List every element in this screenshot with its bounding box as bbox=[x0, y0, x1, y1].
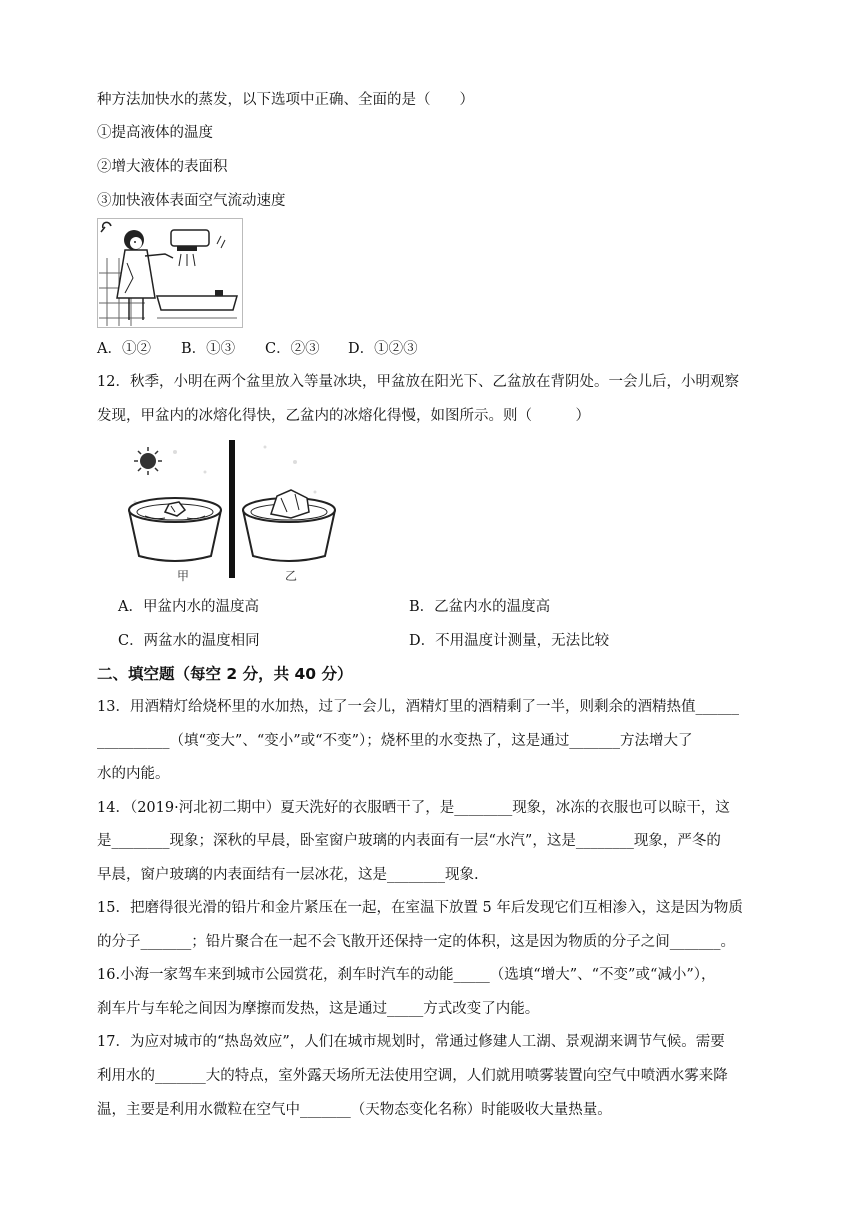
q11-item-1: ①提高液体的温度 bbox=[97, 125, 213, 141]
label-yi: 乙 bbox=[285, 569, 298, 583]
section-2-heading: 二、填空题（每空 2 分，共 40 分） bbox=[97, 665, 353, 683]
q11-option-b: B．①③ bbox=[181, 341, 236, 357]
q11-item-3: ③加快液体表面空气流动速度 bbox=[97, 193, 286, 209]
two-basins-illustration bbox=[115, 432, 345, 584]
q14-line-2: 是________现象；深秋的早晨，卧室窗户玻璃的内表面有一层“水汽”，这是________现象，严冬的 bbox=[97, 833, 721, 849]
q11-option-c: C．②③ bbox=[265, 341, 320, 357]
q11-stem: 种方法加快水的蒸发，以下选项中正确、全面的是（ ） bbox=[97, 92, 474, 108]
q11-item-2: ②增大液体的表面积 bbox=[97, 159, 228, 175]
q17-line-1: 17．为应对城市的“热岛效应”，人们在城市规划时，常通过修建人工湖、景观湖来调节气候。需要 bbox=[97, 1034, 725, 1050]
label-jia: 甲 bbox=[177, 569, 190, 583]
q12-option-d: D．不用温度计测量，无法比较 bbox=[409, 633, 610, 649]
q14-line-1: 14．（2019·河北初二期中）夏天洗好的衣服晒干了，是________现象，冰冻的衣服也可以晾干，这 bbox=[97, 800, 730, 816]
q15-line-2: 的分子_______；铅片聚合在一起不会飞散开还保持一定的体积，这是因为物质的分子之间_______。 bbox=[97, 934, 735, 950]
q13-line-1: 13．用酒精灯给烧杯里的水加热，过了一会儿，酒精灯里的酒精剩了一半，则剩余的酒精热值______ bbox=[97, 699, 739, 715]
q11-option-a: A．①② bbox=[97, 341, 151, 357]
q11-option-d: D．①②③ bbox=[348, 341, 418, 357]
q12-option-a: A．甲盆内水的温度高 bbox=[118, 599, 259, 615]
q13-line-2: __________（填“变大”、“变小”或“不变”）；烧杯里的水变热了，这是通过_______方法增大了 bbox=[97, 733, 693, 749]
q16-line-2: 刹车片与车轮之间因为摩擦而发热，这是通过_____方式改变了内能。 bbox=[97, 1001, 540, 1017]
q15-line-1: 15．把磨得很光滑的铅片和金片紧压在一起，在室温下放置 5 年后发现它们互相渗入，这是因为物质 bbox=[97, 900, 743, 916]
q13-line-3: 水的内能。 bbox=[97, 766, 170, 782]
q16-line-1: 16.小海一家驾车来到城市公园赏花，刹车时汽车的动能_____（选填“增大”、“不变”或“减小”）， bbox=[97, 967, 716, 983]
q12-option-c: C．两盆水的温度相同 bbox=[118, 633, 260, 649]
q17-line-2: 利用水的_______大的特点，室外露天场所无法使用空调，人们就用喷雾装置向空气中喷洒水雾来降 bbox=[97, 1068, 728, 1084]
q14-line-3: 早晨，窗户玻璃的内表面结有一层冰花，这是________现象. bbox=[97, 867, 479, 883]
q17-line-3: 温，主要是利用水微粒在空气中_______（天物态变化名称）时能吸收大量热量。 bbox=[97, 1102, 612, 1118]
q12-stem-line-1: 12．秋季，小明在两个盆里放入等量冰块，甲盆放在阳光下、乙盆放在背阴处。一会儿后，小明观察 bbox=[97, 374, 739, 390]
q12-option-b: B．乙盆内水的温度高 bbox=[409, 599, 551, 615]
q12-stem-line-2: 发现，甲盆内的冰熔化得快，乙盆内的冰熔化得慢，如图所示。则（ ） bbox=[97, 408, 590, 424]
hand-dryer-illustration bbox=[97, 218, 243, 328]
